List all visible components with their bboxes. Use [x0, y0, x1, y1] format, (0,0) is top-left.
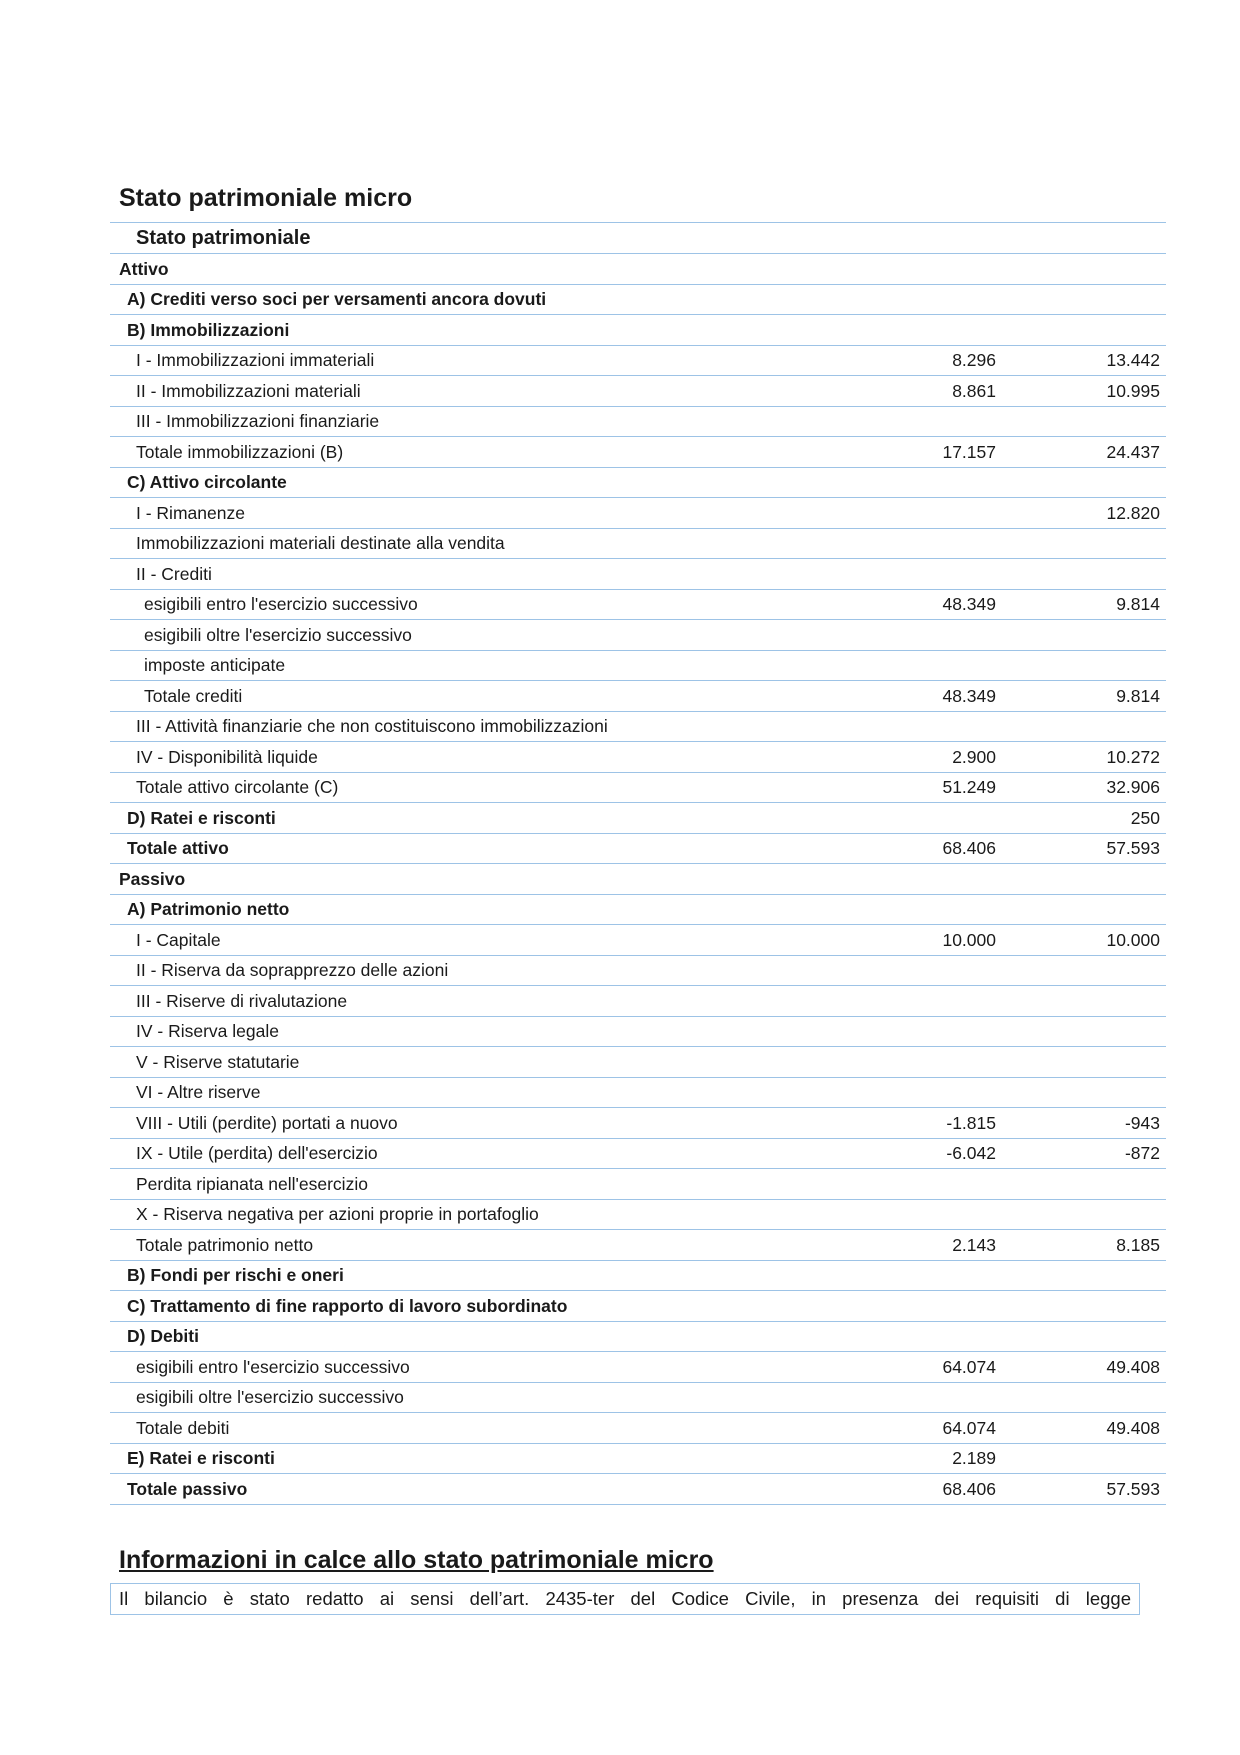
table-row: [110, 1169, 1166, 1200]
balance-sheet-table: [110, 222, 1166, 1505]
row-label: Passivo: [110, 864, 856, 895]
row-label: esigibili oltre l'esercizio successivo: [110, 1382, 856, 1413]
row-value-previous: [996, 528, 1166, 559]
row-value-current: [856, 986, 996, 1017]
row-value-previous: [996, 1169, 1166, 1200]
row-label: A) Crediti verso soci per versamenti ancora dovuti: [110, 284, 856, 315]
row-label: I - Capitale: [110, 925, 856, 956]
table-row: [110, 1443, 1166, 1474]
row-value-current: [856, 406, 996, 437]
table-row: [110, 833, 1166, 864]
row-value-previous: [996, 284, 1166, 315]
row-label: esigibili entro l'esercizio successivo: [110, 589, 856, 620]
row-value-previous: [996, 620, 1166, 651]
row-value-current: [856, 498, 996, 529]
row-label: C) Attivo circolante: [110, 467, 856, 498]
row-value-current: 68.406: [856, 833, 996, 864]
table-row: [110, 1199, 1166, 1230]
row-label: V - Riserve statutarie: [110, 1047, 856, 1078]
row-label: IV - Riserva legale: [110, 1016, 856, 1047]
row-label: esigibili oltre l'esercizio successivo: [110, 620, 856, 651]
row-value-current: [856, 1321, 996, 1352]
table-row: [110, 284, 1166, 315]
row-value-previous: 9.814: [996, 589, 1166, 620]
row-value-current: [856, 559, 996, 590]
row-label: Totale passivo: [110, 1474, 856, 1505]
row-value-current: [856, 711, 996, 742]
row-value-previous: [996, 1291, 1166, 1322]
row-label: E) Ratei e risconti: [110, 1443, 856, 1474]
row-label: VIII - Utili (perdite) portati a nuovo: [110, 1108, 856, 1139]
row-value-current: [856, 1199, 996, 1230]
row-label: B) Immobilizzazioni: [110, 315, 856, 346]
row-label: C) Trattamento di fine rapporto di lavoro subordinato: [110, 1291, 856, 1322]
table-row: [110, 345, 1166, 376]
row-label: Totale patrimonio netto: [110, 1230, 856, 1261]
row-value-current: 2.143: [856, 1230, 996, 1261]
row-value-current: [856, 467, 996, 498]
row-label: IV - Disponibilità liquide: [110, 742, 856, 773]
table-row: [110, 437, 1166, 468]
row-value-previous: 32.906: [996, 772, 1166, 803]
table-row: [110, 467, 1166, 498]
row-value-current: 2.900: [856, 742, 996, 773]
table-row: [110, 1382, 1166, 1413]
row-value-previous: [996, 1443, 1166, 1474]
row-label: II - Riserva da soprapprezzo delle azioni: [110, 955, 856, 986]
table-row: [110, 803, 1166, 834]
row-value-previous: [996, 1321, 1166, 1352]
row-value-previous: 57.593: [996, 1474, 1166, 1505]
row-value-current: 68.406: [856, 1474, 996, 1505]
row-value-previous: 9.814: [996, 681, 1166, 712]
row-value-previous: [996, 711, 1166, 742]
row-label: Perdita ripianata nell'esercizio: [110, 1169, 856, 1200]
row-value-current: [856, 1382, 996, 1413]
row-label: imposte anticipate: [110, 650, 856, 681]
table-row: [110, 986, 1166, 1017]
row-value-current: [856, 650, 996, 681]
row-value-previous: [996, 1016, 1166, 1047]
table-row: [110, 1108, 1166, 1139]
row-value-current: 17.157: [856, 437, 996, 468]
row-value-current: [856, 1077, 996, 1108]
row-value-current: [856, 1047, 996, 1078]
table-row: [110, 254, 1166, 285]
table-row: [110, 1077, 1166, 1108]
row-value-previous: [996, 254, 1166, 285]
row-value-current: [856, 1169, 996, 1200]
row-value-current: 51.249: [856, 772, 996, 803]
row-value-previous: 13.442: [996, 345, 1166, 376]
notes-text: Il bilancio è stato redatto ai sensi dell’art. 2435-ter del Codice Civile, in presenza dei requisiti di legge: [110, 1583, 1140, 1615]
table-row: [110, 498, 1166, 529]
table-row: [110, 681, 1166, 712]
balance-sheet-body: [110, 223, 1166, 1505]
table-row: [110, 1291, 1166, 1322]
row-value-current: [856, 1016, 996, 1047]
table-row: [110, 1474, 1166, 1505]
table-row: [110, 864, 1166, 895]
row-label: I - Immobilizzazioni immateriali: [110, 345, 856, 376]
table-row: [110, 1047, 1166, 1078]
table-row: [110, 315, 1166, 346]
row-value-previous: [996, 406, 1166, 437]
row-label: B) Fondi per rischi e oneri: [110, 1260, 856, 1291]
row-label: esigibili entro l'esercizio successivo: [110, 1352, 856, 1383]
row-value-previous: 10.000: [996, 925, 1166, 956]
notes-title: Informazioni in calce allo stato patrimoniale micro: [119, 1546, 714, 1574]
row-value-current: [856, 1291, 996, 1322]
section-title: Stato patrimoniale micro: [119, 184, 413, 212]
table-row: [110, 1352, 1166, 1383]
row-value-previous: 250: [996, 803, 1166, 834]
row-label: Totale immobilizzazioni (B): [110, 437, 856, 468]
row-value-current: [856, 223, 996, 254]
row-label: I - Rimanenze: [110, 498, 856, 529]
row-value-previous: [996, 986, 1166, 1017]
table-row: [110, 589, 1166, 620]
row-value-previous: -872: [996, 1138, 1166, 1169]
row-value-current: -6.042: [856, 1138, 996, 1169]
row-value-previous: [996, 1199, 1166, 1230]
row-value-current: [856, 315, 996, 346]
row-value-previous: 10.272: [996, 742, 1166, 773]
row-value-current: 64.074: [856, 1352, 996, 1383]
table-row: [110, 772, 1166, 803]
row-value-current: 48.349: [856, 589, 996, 620]
row-label: II - Crediti: [110, 559, 856, 590]
row-value-previous: [996, 223, 1166, 254]
row-value-previous: 49.408: [996, 1352, 1166, 1383]
row-label: A) Patrimonio netto: [110, 894, 856, 925]
table-row: [110, 1413, 1166, 1444]
row-label: VI - Altre riserve: [110, 1077, 856, 1108]
table-row: [110, 620, 1166, 651]
row-value-current: [856, 284, 996, 315]
row-label: Attivo: [110, 254, 856, 285]
row-label: X - Riserva negativa per azioni proprie in portafoglio: [110, 1199, 856, 1230]
row-value-previous: 57.593: [996, 833, 1166, 864]
row-value-current: 8.296: [856, 345, 996, 376]
row-value-current: -1.815: [856, 1108, 996, 1139]
table-row: [110, 1138, 1166, 1169]
row-value-current: [856, 1260, 996, 1291]
row-value-previous: -943: [996, 1108, 1166, 1139]
row-value-current: [856, 528, 996, 559]
row-label: Totale attivo: [110, 833, 856, 864]
table-row: [110, 1016, 1166, 1047]
table-row: [110, 925, 1166, 956]
row-label: Stato patrimoniale: [110, 223, 856, 254]
row-label: D) Ratei e risconti: [110, 803, 856, 834]
row-value-current: 64.074: [856, 1413, 996, 1444]
row-value-previous: [996, 650, 1166, 681]
row-value-previous: 12.820: [996, 498, 1166, 529]
table-row: [110, 1321, 1166, 1352]
table-row: [110, 406, 1166, 437]
row-label: II - Immobilizzazioni materiali: [110, 376, 856, 407]
table-row: [110, 1260, 1166, 1291]
row-label: III - Attività finanziarie che non costituiscono immobilizzazioni: [110, 711, 856, 742]
row-label: III - Riserve di rivalutazione: [110, 986, 856, 1017]
table-row: [110, 528, 1166, 559]
table-row: [110, 711, 1166, 742]
row-label: Immobilizzazioni materiali destinate alla vendita: [110, 528, 856, 559]
table-row: [110, 223, 1166, 254]
row-value-current: 48.349: [856, 681, 996, 712]
table-row: [110, 955, 1166, 986]
row-label: Totale attivo circolante (C): [110, 772, 856, 803]
row-label: IX - Utile (perdita) dell'esercizio: [110, 1138, 856, 1169]
row-value-current: 2.189: [856, 1443, 996, 1474]
row-value-previous: [996, 955, 1166, 986]
row-value-current: [856, 254, 996, 285]
row-value-current: [856, 620, 996, 651]
table-row: [110, 650, 1166, 681]
table-row: [110, 1230, 1166, 1261]
row-value-previous: [996, 894, 1166, 925]
row-value-previous: 24.437: [996, 437, 1166, 468]
table-row: [110, 376, 1166, 407]
row-value-previous: [996, 315, 1166, 346]
row-label: Totale debiti: [110, 1413, 856, 1444]
row-value-current: 8.861: [856, 376, 996, 407]
row-value-previous: [996, 1077, 1166, 1108]
row-label: Totale crediti: [110, 681, 856, 712]
row-value-previous: [996, 467, 1166, 498]
table-row: [110, 894, 1166, 925]
row-value-previous: [996, 1047, 1166, 1078]
row-value-current: [856, 864, 996, 895]
row-value-previous: [996, 559, 1166, 590]
row-label: III - Immobilizzazioni finanziarie: [110, 406, 856, 437]
row-value-previous: 8.185: [996, 1230, 1166, 1261]
row-value-current: [856, 894, 996, 925]
table-row: [110, 559, 1166, 590]
row-label: D) Debiti: [110, 1321, 856, 1352]
row-value-previous: 49.408: [996, 1413, 1166, 1444]
row-value-previous: [996, 864, 1166, 895]
row-value-current: [856, 803, 996, 834]
table-row: [110, 742, 1166, 773]
row-value-current: 10.000: [856, 925, 996, 956]
row-value-previous: [996, 1382, 1166, 1413]
row-value-previous: 10.995: [996, 376, 1166, 407]
row-value-previous: [996, 1260, 1166, 1291]
row-value-current: [856, 955, 996, 986]
